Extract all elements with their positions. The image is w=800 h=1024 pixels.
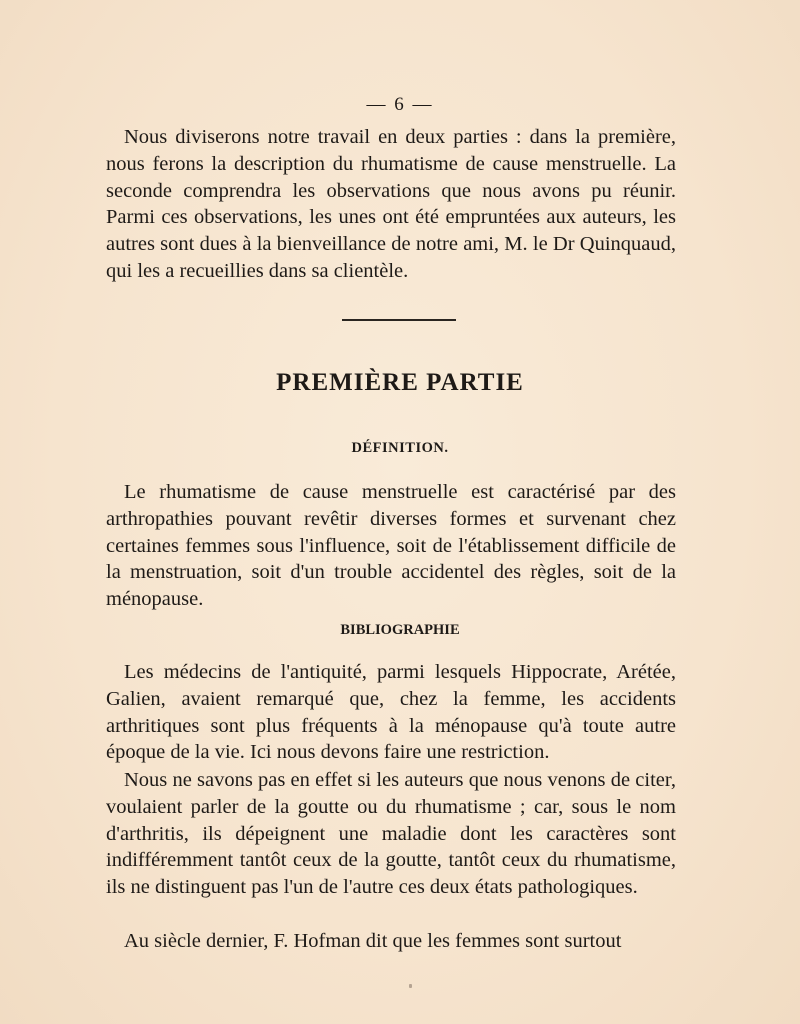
paper-speck [409,984,412,988]
bibliography-heading: BIBLIOGRAPHIE [340,622,460,638]
definition-paragraph: Le rhumatisme de cause menstruelle est caractérisé par des arthropathies pouvant revêtir diverses formes et survenant chez certaines femmes sous l'influence, soit de l'établissement difficile de la menstruation, soit d'un trouble accidentel des règles, soit de la ménopause. [106,481,676,611]
part-heading: PREMIÈRE PARTIE [276,369,524,396]
bibliography-paragraph-2: Nous ne savons pas en effet si les auteurs que nous venons de citer, voulaient parler de la goutte ou du rhumatisme ; car, sous le nom d'arthritis, ils dépeignent une maladie dont les caractères sont indifféremment tantôt ceux de la goutte, tantôt ceux du rhumatisme, ils ne distinguent pas l'un de l'autre ces deux états pathologiques. [106,769,676,899]
section-divider [342,319,456,321]
bibliography-paragraph-3: Au siècle dernier, F. Hofman dit que les femmes sont surtout [124,930,622,952]
page-number: — 6 — [366,94,434,115]
bibliography-paragraph-1: Les médecins de l'antiquité, parmi lesquels Hippocrate, Arétée, Galien, avaient remarqué que, chez la femme, les accidents arthritiques sont plus fréquents à la ménopause qu'à toute autre époque de la vie. Ici nous devons faire une restriction. [106,661,676,764]
intro-paragraph: Nous diviserons notre travail en deux parties : dans la première, nous ferons la description du rhumatisme de cause menstruelle. La seconde comprendra les observations que nous avons pu réunir. Parmi ces observations, les unes ont été empruntées aux auteurs, les autres sont dues à la bienveillance de notre ami, M. le Dr Quinquaud, qui les a recueillies dans sa clientèle. [106,126,676,282]
definition-heading: DÉFINITION. [351,440,449,456]
